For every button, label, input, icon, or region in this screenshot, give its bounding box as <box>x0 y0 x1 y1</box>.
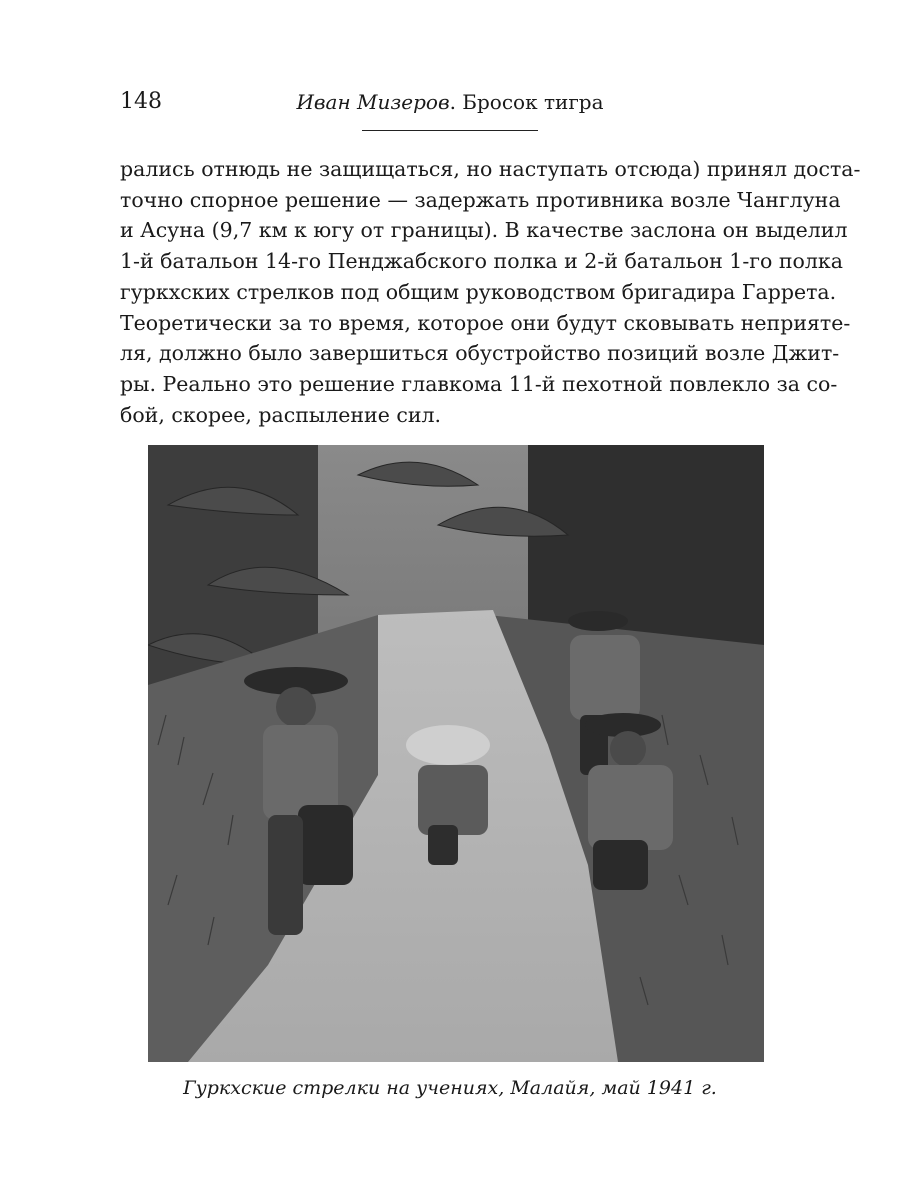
text-line: точно спорное решение — задержать противника возле Чанглуна <box>120 187 841 212</box>
text-line: 1-й батальон 14-го Пенджабского полка и 2-й батальон 1-го полка <box>120 249 843 274</box>
text-line: рались отнюдь не защищаться, но наступать отсюда) принял доста- <box>120 157 861 181</box>
running-head-separator: . <box>449 90 456 114</box>
text-line: гуркхских стрелков под общим руководством бригадира Гаррета. <box>120 279 837 304</box>
running-head-rule <box>362 130 538 131</box>
running-head-title: Бросок тигра <box>462 90 604 114</box>
running-head <box>0 88 900 116</box>
text-line: бой, скорее, распыление сил. <box>120 402 442 427</box>
text-line: ля, должно было завершиться обустройство позиций возле Джит- <box>120 341 840 366</box>
photograph <box>148 445 764 1062</box>
text-line: Теоретически за то время, которое они будут сковывать неприяте- <box>120 310 851 335</box>
body-text <box>120 154 861 430</box>
figure-caption: Гуркхские стрелки на учениях, Малайя, май 1941 г. <box>183 1077 717 1099</box>
text-line: и Асуна (9,7 км к югу от границы). В качестве заслона он выделил <box>120 218 848 243</box>
running-head-author: Иван Мизеров <box>296 90 450 114</box>
page-number: 148 <box>120 89 162 114</box>
text-line: ры. Реально это решение главкома 11-й пехотной повлекло за со- <box>120 371 838 396</box>
